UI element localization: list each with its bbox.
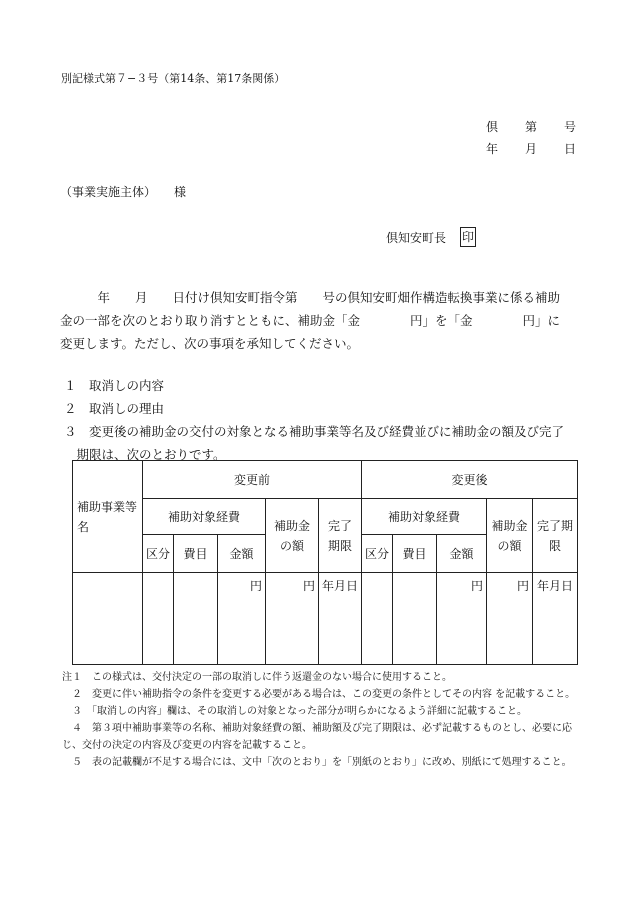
project-name-header: 補助事業等名 xyxy=(73,461,143,573)
change-table xyxy=(72,460,578,665)
deadline-before: 完了期限 xyxy=(319,499,362,573)
expense-item-after: 費目 xyxy=(393,535,437,573)
cell-subsidy-after: 円 xyxy=(487,573,533,665)
category-before: 区分 xyxy=(143,535,174,573)
covered-expenses-before: 補助対象経費 xyxy=(143,499,266,535)
subsidy-amount-after: 補助金の額 xyxy=(487,499,533,573)
document-number-line xyxy=(486,118,576,135)
cell-deadline-before: 年月日 xyxy=(319,573,362,665)
cell-amount-after: 円 xyxy=(437,573,487,665)
date-month: 月 xyxy=(524,142,537,156)
cell-category-after xyxy=(362,573,393,665)
issue-date-line xyxy=(486,140,576,157)
item-2: ２ 取消しの理由 xyxy=(64,401,165,416)
cell-subsidy-before: 円 xyxy=(266,573,319,665)
item-1: １ 取消しの内容 xyxy=(64,378,165,393)
issuer-name: 倶知安町長 xyxy=(386,230,447,245)
cell-deadline-after: 年月日 xyxy=(533,573,578,665)
category-after: 区分 xyxy=(362,535,393,573)
item-3-line-1: ３ 変更後の補助金の交付の対象となる補助事業等名及び経費並びに補助金の額及び完了 xyxy=(64,424,565,439)
cell-expense-after xyxy=(393,573,437,665)
amount-before: 金額 xyxy=(218,535,266,573)
deadline-after: 完了期限 xyxy=(533,499,578,573)
recipient: （事業実施主体） 様 xyxy=(60,185,187,199)
cell-project-name xyxy=(73,573,143,665)
date-year: 年 xyxy=(486,142,499,156)
item-3-line-2: 期限は、次のとおりです。 xyxy=(64,447,226,462)
body-line-3: 変更します。ただし、次の事項を承知してください。 xyxy=(60,336,360,351)
cell-amount-before: 円 xyxy=(218,573,266,665)
item-list xyxy=(64,374,564,466)
covered-expenses-after: 補助対象経費 xyxy=(362,499,487,535)
date-day: 日 xyxy=(563,142,576,156)
cell-category-before xyxy=(143,573,174,665)
note-3: ３ 「取消しの内容」欄は、その取消しの対象となった部分が明らかになるよう詳細に記載すること。 xyxy=(62,706,527,717)
before-header: 変更前 xyxy=(143,461,362,499)
number-go: 号 xyxy=(563,120,576,134)
amount-after: 金額 xyxy=(437,535,487,573)
subsidy-amount-before: 補助金の額 xyxy=(266,499,319,573)
form-identifier: 別記様式第７−３号（第14条、第17条関係） xyxy=(61,72,286,85)
body-line-2: 金の一部を次のとおり取り消すとともに、補助金「金 円」を「金 円」に xyxy=(60,313,561,328)
issuer xyxy=(386,227,476,247)
after-header: 変更後 xyxy=(362,461,578,499)
note-4: ４ 第３項中補助事業等の名称、補助対象経費の額、補助額及び完了期限は、必ず記載するものとし、必要に応じ、交付の決定の内容及び変更の内容を記載すること。 xyxy=(62,723,572,751)
number-dai: 第 xyxy=(524,120,537,134)
expense-item-before: 費目 xyxy=(174,535,218,573)
note-5: ５ 表の記載欄が不足する場合には、文中「次のとおり」を「別紙のとおり」に改め、別紙にて処理すること。 xyxy=(62,757,572,768)
body-line-1: 年 月 日付け倶知安町指令第 号の倶知安町畑作構造転換事業に係る補助 xyxy=(60,290,561,305)
note-1: 注１ この様式は、交付決定の一部の取消しに伴う返還金のない場合に使用すること。 xyxy=(62,672,452,683)
body-paragraph xyxy=(60,286,580,355)
notes xyxy=(62,669,582,771)
note-2: ２ 変更に伴い補助指令の条件を変更する必要がある場合は、この変更の条件としてその内容 を記載すること。 xyxy=(62,689,576,700)
number-prefix: 倶 xyxy=(486,120,499,134)
cell-expense-before xyxy=(174,573,218,665)
seal-mark: 印 xyxy=(460,227,476,247)
